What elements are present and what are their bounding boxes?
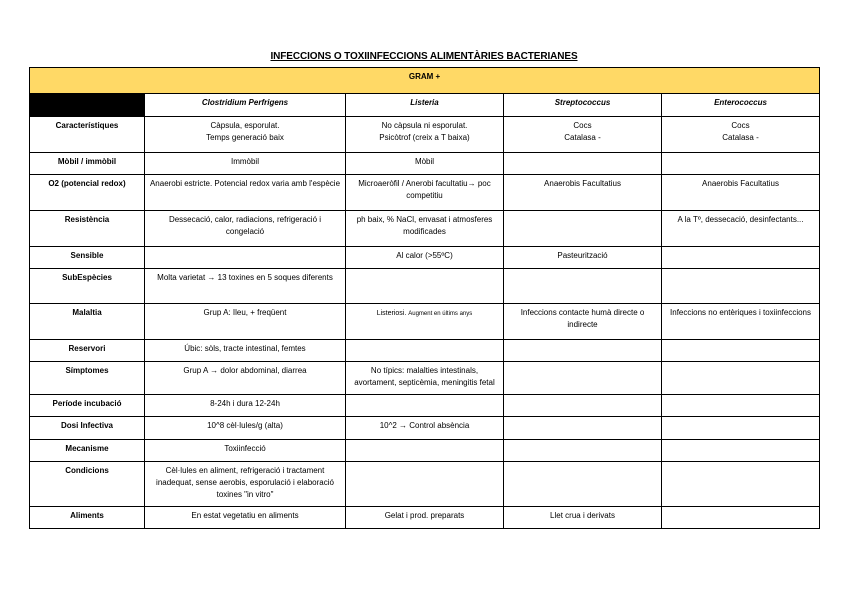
- table-cell: 10^8 cèl·lules/g (alta): [145, 417, 346, 440]
- table-cell: [504, 362, 662, 395]
- table-cell: Úbic: sòls, tracte intestinal, femtes: [145, 340, 346, 362]
- table-cell: [662, 117, 820, 153]
- table-cell: [504, 462, 662, 507]
- cell-text: Cocs: [731, 121, 750, 130]
- table-cell: [662, 362, 820, 395]
- table-cell: 8-24h i dura 12-24h: [145, 395, 346, 417]
- row-label: Símptomes: [30, 362, 145, 395]
- table-cell: [504, 153, 662, 175]
- organism-clostridium: Clostridium Perfrigens: [145, 94, 346, 117]
- row-label: O2 (potencial redox): [30, 175, 145, 211]
- row-label: Aliments: [30, 507, 145, 529]
- organism-header-row: [30, 94, 820, 117]
- table-row: [30, 117, 820, 153]
- table-cell: Toxiinfecció: [145, 440, 346, 462]
- table-cell: [504, 340, 662, 362]
- table-cell: [346, 304, 504, 340]
- table-cell: [662, 247, 820, 269]
- table-cell: [504, 269, 662, 304]
- row-label: Malaltia: [30, 304, 145, 340]
- cell-text: Catalasa -: [564, 133, 601, 142]
- cell-text: Temps generació baix: [206, 133, 284, 142]
- row-label: Sensible: [30, 247, 145, 269]
- table-row: [30, 153, 820, 175]
- table-cell: Al calor (>55ºC): [346, 247, 504, 269]
- table-cell: [346, 117, 504, 153]
- row-label: SubEspècies: [30, 269, 145, 304]
- table-row: [30, 175, 820, 211]
- corner-cell: [30, 94, 145, 117]
- table-row: [30, 462, 820, 507]
- table-cell: 10^2 → Control absència: [346, 417, 504, 440]
- cell-note: Augment en últims anys: [408, 311, 473, 317]
- table-row: [30, 417, 820, 440]
- table-cell: [346, 462, 504, 507]
- row-label: Condicions: [30, 462, 145, 507]
- cell-text: Listeriosi.: [376, 310, 409, 317]
- organism-streptococcus: Streptococcus: [504, 94, 662, 117]
- cell-text: Càpsula, esporulat.: [210, 121, 280, 130]
- table-row: [30, 507, 820, 529]
- table-row: [30, 340, 820, 362]
- document-title: INFECCIONS O TOXIINFECCIONS ALIMENTÀRIES BACTERIANES: [270, 51, 578, 62]
- table-cell: Gelat i prod. preparats: [346, 507, 504, 529]
- gram-header: GRAM +: [30, 68, 820, 94]
- table-cell: Dessecació, calor, radiacions, refrigeració i congelació: [145, 211, 346, 247]
- table-cell: Mòbil: [346, 153, 504, 175]
- table-cell: [662, 340, 820, 362]
- row-label: Mecanisme: [30, 440, 145, 462]
- table-cell: Immòbil: [145, 153, 346, 175]
- table-cell: Anaerobi estricte. Potencial redox varia amb l'espècie: [145, 175, 346, 211]
- table-cell: Anaerobis Facultatius: [504, 175, 662, 211]
- table-row: [30, 269, 820, 304]
- table-cell: [346, 269, 504, 304]
- row-label: Resistència: [30, 211, 145, 247]
- organism-listeria: Listeria: [346, 94, 504, 117]
- cell-text: Cocs: [573, 121, 592, 130]
- table-cell: Molta varietat → 13 toxines en 5 soques diferents: [145, 269, 346, 304]
- table-cell: [346, 440, 504, 462]
- table-cell: En estat vegetatiu en aliments: [145, 507, 346, 529]
- table-cell: [662, 462, 820, 507]
- table-cell: [662, 153, 820, 175]
- gram-header-row: [30, 68, 820, 94]
- table-cell: Grup A: Ileu, + freqüent: [145, 304, 346, 340]
- table-cell: [504, 417, 662, 440]
- table-cell: [504, 117, 662, 153]
- table-cell: ph baix, % NaCl, envasat i atmosferes modificades: [346, 211, 504, 247]
- table-cell: [504, 211, 662, 247]
- table-cell: Pasteurització: [504, 247, 662, 269]
- table-cell: [346, 395, 504, 417]
- table-row: [30, 440, 820, 462]
- table-cell: Microaeròfil / Anerobi facultatiu→ poc competitiu: [346, 175, 504, 211]
- table-row: [30, 304, 820, 340]
- row-label: Mòbil / immòbil: [30, 153, 145, 175]
- row-label: Característiques: [30, 117, 145, 153]
- table-cell: [662, 417, 820, 440]
- table-cell: [662, 395, 820, 417]
- table-row: [30, 362, 820, 395]
- cell-text: No càpsula ni esporulat.: [381, 121, 468, 130]
- table-cell: Infeccions contacte humà directe o indirecte: [504, 304, 662, 340]
- table-cell: No típics: malalties intestinals, avortament, septicèmia, meningitis fetal: [346, 362, 504, 395]
- table-cell: Cèl·lules en aliment, refrigeració i tractament inadequat, sense aerobis, esporulació i elaboració toxines "in vitro": [145, 462, 346, 507]
- table-cell: [346, 340, 504, 362]
- table-cell: Anaerobis Facultatius: [662, 175, 820, 211]
- table-cell: [662, 440, 820, 462]
- bacteria-table: [29, 67, 820, 529]
- table-row: [30, 211, 820, 247]
- table-cell: [145, 247, 346, 269]
- table-cell: A la Tº, dessecació, desinfectants...: [662, 211, 820, 247]
- table-cell: Llet crua i derivats: [504, 507, 662, 529]
- table-cell: [504, 440, 662, 462]
- table-cell: [145, 117, 346, 153]
- cell-text: Catalasa -: [722, 133, 759, 142]
- table-row: [30, 395, 820, 417]
- table-cell: [662, 269, 820, 304]
- table-cell: [662, 507, 820, 529]
- table-row: [30, 247, 820, 269]
- row-label: Dosi Infectiva: [30, 417, 145, 440]
- table-cell: [504, 395, 662, 417]
- row-label: Període incubació: [30, 395, 145, 417]
- table-cell: Infeccions no entèriques i toxiinfeccions: [662, 304, 820, 340]
- row-label: Reservori: [30, 340, 145, 362]
- table-cell: Grup A → dolor abdominal, diarrea: [145, 362, 346, 395]
- cell-text: Psicòtrof (creix a T baixa): [379, 133, 470, 142]
- organism-enterococcus: Enterococcus: [662, 94, 820, 117]
